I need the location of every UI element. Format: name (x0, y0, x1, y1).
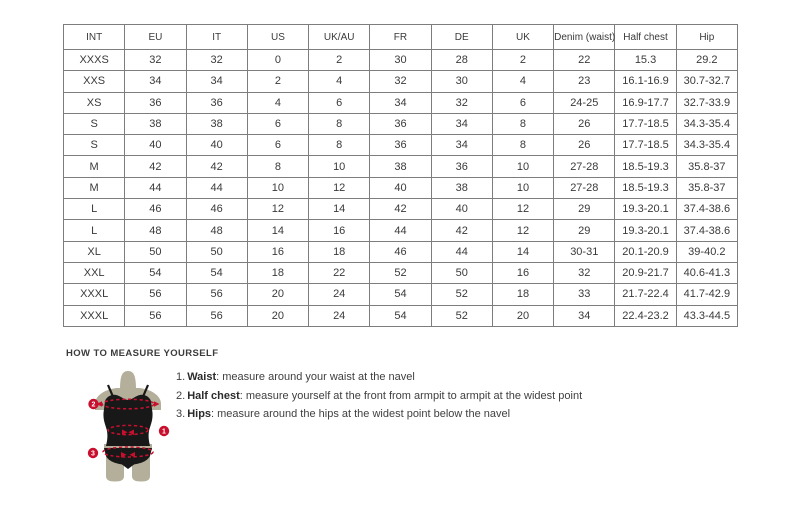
table-cell: 52 (431, 305, 492, 326)
table-cell: 32 (431, 92, 492, 113)
table-cell: 43.3-44.5 (676, 305, 737, 326)
table-cell: 8 (247, 156, 308, 177)
table-cell: XXXL (64, 284, 125, 305)
table-cell: 22 (554, 50, 615, 71)
table-cell: 4 (309, 71, 370, 92)
table-cell: 32 (370, 71, 431, 92)
table-cell: 8 (492, 135, 553, 156)
measure-instruction (176, 408, 646, 420)
column-header: Hip (676, 25, 737, 50)
table-cell: 20.1-20.9 (615, 241, 676, 262)
size-chart-section (63, 24, 738, 327)
table-cell: 44 (186, 177, 247, 198)
column-header: UK (492, 25, 553, 50)
table-cell: 30 (431, 71, 492, 92)
table-cell: 8 (309, 113, 370, 134)
table-cell: 56 (125, 305, 186, 326)
table-cell: 36 (431, 156, 492, 177)
table-cell: 52 (431, 284, 492, 305)
table-cell: 14 (247, 220, 308, 241)
table-cell: 17.7-18.5 (615, 113, 676, 134)
table-row (64, 177, 738, 198)
table-cell: XXL (64, 262, 125, 283)
size-table-head (64, 25, 738, 50)
table-cell: 36 (186, 92, 247, 113)
table-cell: 54 (370, 305, 431, 326)
table-cell: 34 (431, 135, 492, 156)
svg-text:1: 1 (162, 428, 166, 436)
table-cell: L (64, 220, 125, 241)
table-cell: 16 (309, 220, 370, 241)
instruction-number: 2. (176, 389, 186, 402)
table-cell: 37.4-38.6 (676, 220, 737, 241)
table-cell: XL (64, 241, 125, 262)
table-cell: 32.7-33.9 (676, 92, 737, 113)
table-cell: 38 (431, 177, 492, 198)
table-cell: 46 (370, 241, 431, 262)
instruction-term: Waist (187, 371, 217, 383)
table-cell: 26 (554, 113, 615, 134)
column-header: Denim (waist) (554, 25, 615, 50)
instruction-term: Half chest (187, 389, 240, 402)
table-cell: 6 (309, 92, 370, 113)
svg-text:3: 3 (91, 450, 95, 458)
table-cell: 50 (125, 241, 186, 262)
table-cell: 44 (125, 177, 186, 198)
table-cell: 30.7-32.7 (676, 71, 737, 92)
table-cell: M (64, 156, 125, 177)
table-cell: 0 (247, 50, 308, 71)
size-table-body (64, 50, 738, 327)
measure-section-heading: HOW TO MEASURE YOURSELF (66, 348, 219, 359)
instruction-description: : measure yourself at the front from armpit to armpit at the widest point (239, 389, 583, 402)
table-cell: 46 (125, 199, 186, 220)
table-cell: 4 (492, 71, 553, 92)
table-cell: 21.7-22.4 (615, 284, 676, 305)
table-cell: 16.9-17.7 (615, 92, 676, 113)
table-cell: 48 (186, 220, 247, 241)
table-cell: 56 (186, 305, 247, 326)
column-header: US (247, 25, 308, 50)
table-cell: 54 (125, 262, 186, 283)
table-cell: 40 (370, 177, 431, 198)
instruction-description: : measure around the hips at the widest point below the navel (211, 408, 511, 420)
table-cell: 40 (431, 199, 492, 220)
table-cell: 34 (554, 305, 615, 326)
table-cell: 38 (370, 156, 431, 177)
table-cell: 20 (247, 284, 308, 305)
table-row (64, 71, 738, 92)
table-cell: 50 (431, 262, 492, 283)
column-header: FR (370, 25, 431, 50)
table-cell: 34.3-35.4 (676, 135, 737, 156)
table-cell: 44 (370, 220, 431, 241)
table-cell: 4 (247, 92, 308, 113)
table-cell: 10 (247, 177, 308, 198)
table-cell: L (64, 199, 125, 220)
table-cell: 2 (247, 71, 308, 92)
table-cell: 38 (125, 113, 186, 134)
table-cell: 16 (492, 262, 553, 283)
table-cell: S (64, 135, 125, 156)
table-cell: 12 (492, 220, 553, 241)
table-cell: 35.8-37 (676, 156, 737, 177)
table-cell: 22 (309, 262, 370, 283)
marker-3-hips (88, 448, 98, 458)
table-cell: 44 (431, 241, 492, 262)
table-cell: 8 (492, 113, 553, 134)
table-cell: XXS (64, 71, 125, 92)
table-cell: 20 (247, 305, 308, 326)
table-cell: 6 (247, 135, 308, 156)
size-table-header-row (64, 25, 738, 50)
table-cell: 12 (247, 199, 308, 220)
table-cell: 10 (309, 156, 370, 177)
table-cell: 24 (309, 305, 370, 326)
table-cell: M (64, 177, 125, 198)
table-cell: 12 (309, 177, 370, 198)
table-cell: 34 (431, 113, 492, 134)
table-cell: 16.1-16.9 (615, 71, 676, 92)
table-cell: 48 (125, 220, 186, 241)
table-cell: 6 (492, 92, 553, 113)
table-row (64, 199, 738, 220)
table-cell: 18 (247, 262, 308, 283)
table-cell: 18.5-19.3 (615, 177, 676, 198)
table-cell: 23 (554, 71, 615, 92)
table-cell: 8 (309, 135, 370, 156)
table-cell: 37.4-38.6 (676, 199, 737, 220)
table-cell: 35.8-37 (676, 177, 737, 198)
table-cell: 36 (370, 113, 431, 134)
table-cell: 20.9-21.7 (615, 262, 676, 283)
table-cell: 15.3 (615, 50, 676, 71)
table-cell: 38 (186, 113, 247, 134)
instruction-number: 1. (176, 371, 186, 383)
measure-instruction (176, 371, 646, 383)
table-cell: 17.7-18.5 (615, 135, 676, 156)
table-cell: XS (64, 92, 125, 113)
column-header: EU (125, 25, 186, 50)
table-cell: XXXL (64, 305, 125, 326)
measure-instruction (176, 390, 646, 402)
table-cell: 36 (125, 92, 186, 113)
table-cell: 36 (370, 135, 431, 156)
table-cell: 34 (370, 92, 431, 113)
table-cell: 14 (492, 241, 553, 262)
table-cell: 22.4-23.2 (615, 305, 676, 326)
svg-text:2: 2 (91, 401, 96, 409)
measurement-figure-illustration (84, 368, 176, 486)
table-cell: 19.3-20.1 (615, 220, 676, 241)
table-cell: 34 (186, 71, 247, 92)
table-cell: 34.3-35.4 (676, 113, 737, 134)
table-cell: 14 (309, 199, 370, 220)
table-cell: 2 (492, 50, 553, 71)
table-cell: 40 (125, 135, 186, 156)
table-cell: 54 (370, 284, 431, 305)
table-cell: 19.3-20.1 (615, 199, 676, 220)
table-cell: 42 (370, 199, 431, 220)
table-cell: 10 (492, 156, 553, 177)
table-cell: 39-40.2 (676, 241, 737, 262)
instruction-term: Hips (187, 408, 212, 420)
table-cell: 52 (370, 262, 431, 283)
table-cell: 29.2 (676, 50, 737, 71)
table-cell: 56 (125, 284, 186, 305)
table-cell: 32 (186, 50, 247, 71)
table-cell: 34 (125, 71, 186, 92)
column-header: IT (186, 25, 247, 50)
table-cell: 10 (492, 177, 553, 198)
table-cell: S (64, 113, 125, 134)
marker-2-chest (88, 399, 98, 409)
table-row (64, 284, 738, 305)
table-cell: 41.7-42.9 (676, 284, 737, 305)
table-cell: 18 (492, 284, 553, 305)
table-cell: 18.5-19.3 (615, 156, 676, 177)
marker-1-waist (159, 426, 169, 436)
table-cell: 32 (554, 262, 615, 283)
table-cell: 24-25 (554, 92, 615, 113)
table-row (64, 113, 738, 134)
table-cell: 32 (125, 50, 186, 71)
table-cell: 29 (554, 220, 615, 241)
table-cell: 54 (186, 262, 247, 283)
table-cell: 42 (125, 156, 186, 177)
table-cell: 24 (309, 284, 370, 305)
table-cell: 12 (492, 199, 553, 220)
table-row (64, 156, 738, 177)
measure-instructions-list (176, 371, 646, 427)
instruction-number: 3. (176, 408, 186, 420)
table-cell: 46 (186, 199, 247, 220)
table-cell: 27-28 (554, 177, 615, 198)
table-cell: 6 (247, 113, 308, 134)
table-cell: 56 (186, 284, 247, 305)
table-cell: 40 (186, 135, 247, 156)
table-cell: 27-28 (554, 156, 615, 177)
table-cell: 28 (431, 50, 492, 71)
table-cell: 30-31 (554, 241, 615, 262)
table-cell: 42 (186, 156, 247, 177)
table-row (64, 50, 738, 71)
table-cell: 50 (186, 241, 247, 262)
table-row (64, 262, 738, 283)
column-header: DE (431, 25, 492, 50)
table-cell: 33 (554, 284, 615, 305)
table-cell: XXXS (64, 50, 125, 71)
column-header: UK/AU (309, 25, 370, 50)
instruction-description: : measure around your waist at the navel (216, 371, 415, 383)
table-cell: 40.6-41.3 (676, 262, 737, 283)
table-cell: 30 (370, 50, 431, 71)
table-cell: 18 (309, 241, 370, 262)
table-cell: 20 (492, 305, 553, 326)
table-cell: 29 (554, 199, 615, 220)
table-cell: 26 (554, 135, 615, 156)
size-chart-table (63, 24, 738, 327)
table-row (64, 305, 738, 326)
table-row (64, 241, 738, 262)
table-row (64, 220, 738, 241)
table-cell: 42 (431, 220, 492, 241)
table-cell: 16 (247, 241, 308, 262)
table-row (64, 135, 738, 156)
table-cell: 2 (309, 50, 370, 71)
column-header: INT (64, 25, 125, 50)
column-header: Half chest (615, 25, 676, 50)
table-row (64, 92, 738, 113)
